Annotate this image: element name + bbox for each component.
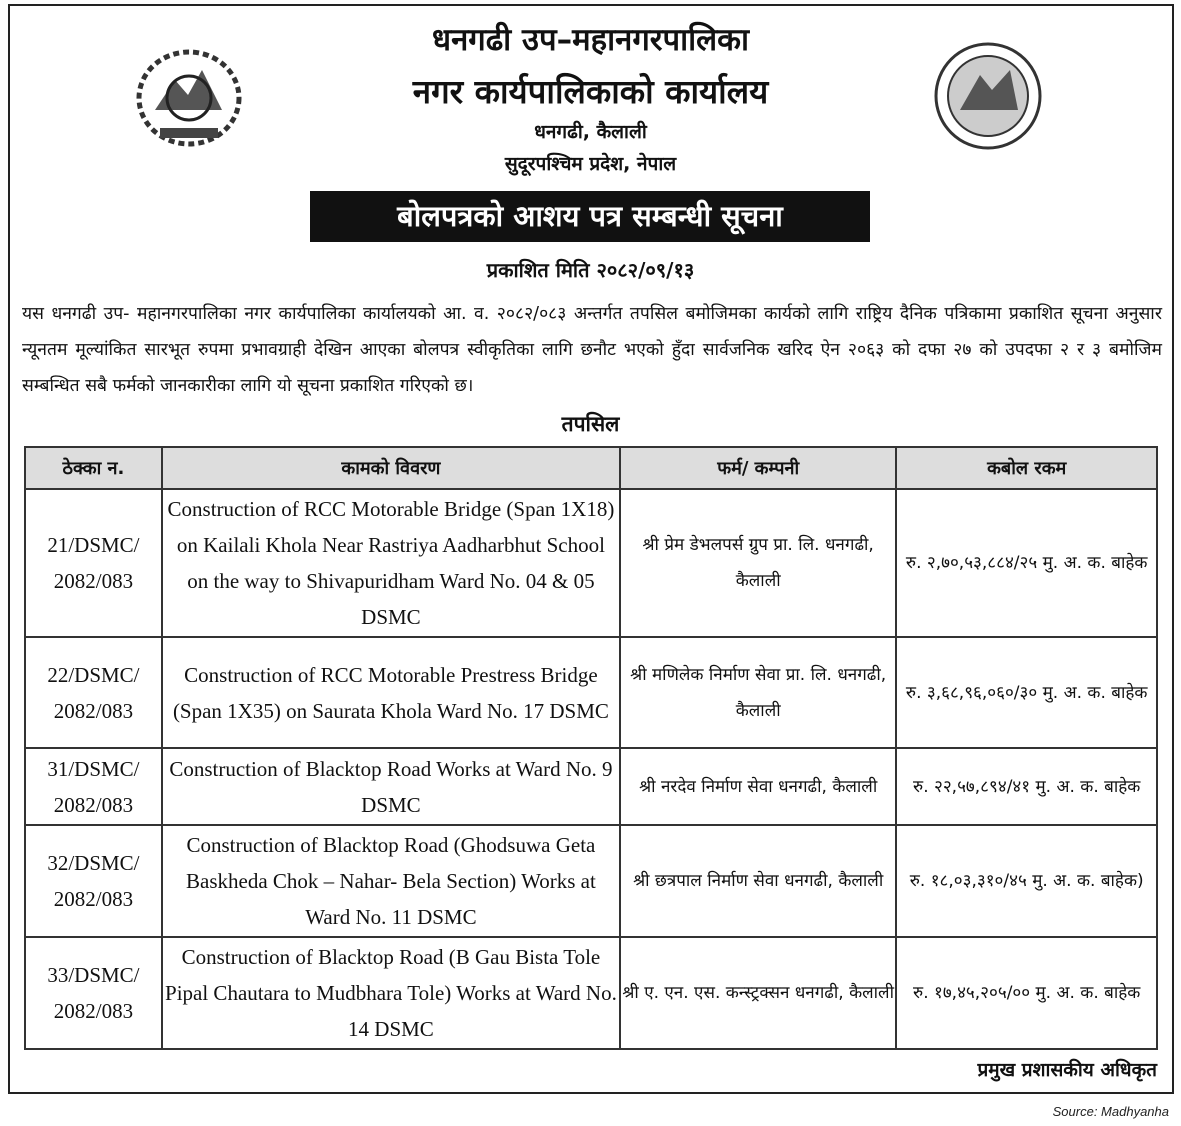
notice-paragraph: यस धनगढी उप- महानगरपालिका नगर कार्यपालिका कार्यालयको आ. व. २०८२/०८३ अन्तर्गत तपसिल बमोजिमका कार्यको लागि राष्ट्रिय दैनिक पत्रिकामा प्रकाशित सूचना अनुसार न्यूनतम मूल्यांकित सारभूत रुपमा प्रभावग्राही देखिन आएका बोलपत्र स्वीकृतिका लागि छनौट भएको हुँदा सार्वजनिक खरिद ऐन २०६३ को दफा २७ को उपदफा २ र ३ बमोजिम सम्बन्धित सबै फर्मको जानकारीका लागि यो सूचना प्रकाशित गरिएको छ। — [22, 304, 1162, 396]
bid-amount: रु. २२,५७,८९४/४१ मु. अ. क. बाहेक — [896, 748, 1157, 825]
firm-name: श्री ए. एन. एस. कन्स्ट्रक्सन धनगढी, कैलाली — [620, 937, 896, 1049]
contract-no: 22/DSMC/ 2082/083 — [25, 637, 162, 748]
table-row — [25, 825, 1157, 937]
work-description: Construction of RCC Motorable Prestress Bridge (Span 1X35) on Saurata Khola Ward No. 17 DSMC — [162, 637, 620, 748]
bid-amount: रु. २,७०,५३,८८४/२५ मु. अ. क. बाहेक — [896, 489, 1157, 637]
bid-amount: रु. ३,६८,९६,०६०/३० मु. अ. क. बाहेक — [896, 637, 1157, 748]
table-row — [25, 489, 1157, 637]
contract-no: 31/DSMC/ 2082/083 — [25, 748, 162, 825]
col-description: कामको विवरण — [162, 447, 620, 489]
signatory-title: प्रमुख प्रशासकीय अधिकृत — [977, 1059, 1157, 1081]
office-province: सुदूरपश्चिम प्रदेश, नेपाल — [504, 153, 677, 175]
source-credit: Source: Madhyanha — [1052, 1104, 1169, 1119]
work-description: Construction of Blacktop Road Works at Ward No. 9 DSMC — [162, 748, 620, 825]
bid-amount: रु. १८,०३,३१०/४५ मु. अ. क. बाहेक) — [896, 825, 1157, 937]
contract-no: 32/DSMC/ 2082/083 — [25, 825, 162, 937]
contract-no: 33/DSMC/ 2082/083 — [25, 937, 162, 1049]
contract-no: 21/DSMC/ 2082/083 — [25, 489, 162, 637]
work-description: Construction of Blacktop Road (Ghodsuwa Geta Baskheda Chok – Nahar- Bela Section) Works at Ward No. 11 DSMC — [162, 825, 620, 937]
office-name-line2: नगर कार्यपालिकाको कार्यालय — [412, 72, 769, 111]
firm-name: श्री छत्रपाल निर्माण सेवा धनगढी, कैलाली — [620, 825, 896, 937]
table-row — [25, 937, 1157, 1049]
office-address: धनगढी, कैलाली — [534, 121, 647, 143]
col-contract-no: ठेक्का न. — [25, 447, 162, 489]
col-firm: फर्म/ कम्पनी — [620, 447, 896, 489]
award-table — [24, 446, 1158, 1050]
firm-name: श्री नरदेव निर्माण सेवा धनगढी, कैलाली — [620, 748, 896, 825]
bid-amount: रु. १७,४५,२०५/०० मु. अ. क. बाहेक — [896, 937, 1157, 1049]
office-name-line1: धनगढी उप–महानगरपालिका — [432, 22, 749, 58]
work-description: Construction of Blacktop Road (B Gau Bista Tole Pipal Chautara to Mudbhara Tole) Works at Ward No. 14 DSMC — [162, 937, 620, 1049]
firm-name: श्री मणिलेक निर्माण सेवा प्रा. लि. धनगढी, कैलाली — [620, 637, 896, 748]
work-description: Construction of RCC Motorable Bridge (Span 1X18) on Kailali Khola Near Rastriya Aadharbhut School on the way to Shivapuridham Ward No. 04 & 05 DSMC — [162, 489, 620, 637]
firm-name: श्री प्रेम डेभलपर्स ग्रुप प्रा. लि. धनगढी, कैलाली — [620, 489, 896, 637]
published-date: प्रकाशित मिति २०८२/०९/१३ — [486, 258, 695, 282]
notice-title: बोलपत्रको आशय पत्र सम्बन्धी सूचना — [310, 191, 870, 242]
table-row — [25, 748, 1157, 825]
table-row — [25, 637, 1157, 748]
col-amount: कबोल रकम — [896, 447, 1157, 489]
details-heading: तपसिल — [561, 412, 620, 436]
table-header-row — [25, 447, 1157, 489]
